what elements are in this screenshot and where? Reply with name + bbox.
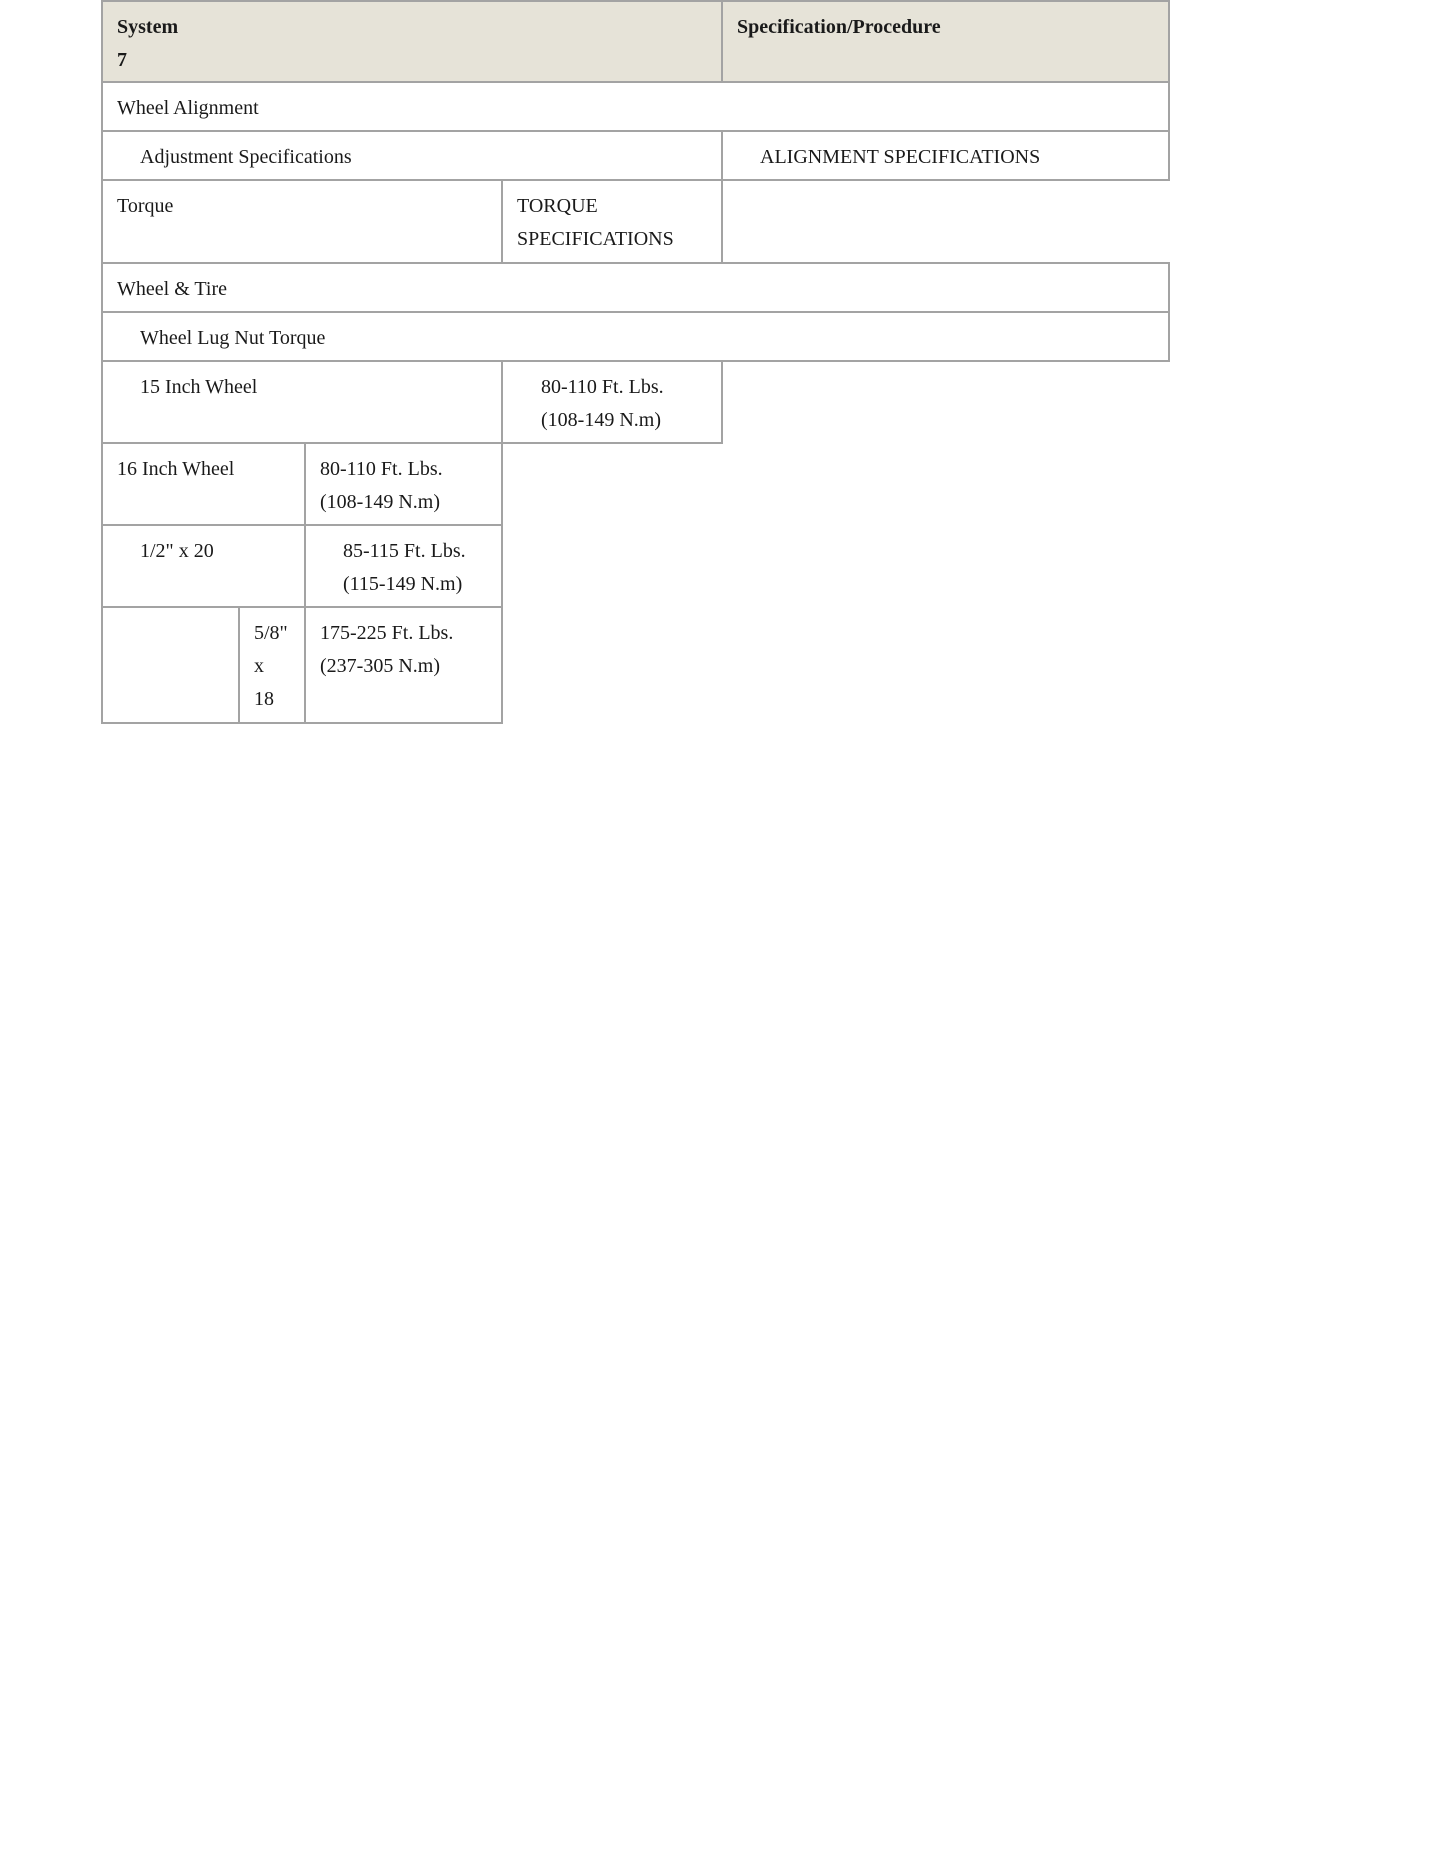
five-eighths-value-nm: (237-305 N.m) [320,655,440,677]
inch16-wheel-label: 16 Inch Wheel [117,458,235,480]
alignment-specifications-link[interactable]: ALIGNMENT SPECIFICATIONS [760,146,1041,168]
torque-specifications-link-line2[interactable]: SPECIFICATIONS [517,228,674,250]
five-eighths-value-cell [304,606,503,724]
inch15-value-nm: (108-149 N.m) [541,409,661,431]
inch16-wheel-value-cell [304,442,503,526]
inch15-value-ftlbs: 80-110 Ft. Lbs. [541,376,664,398]
torque-label: Torque [117,195,174,217]
inch16-wheel-cell [101,442,306,526]
five-eighths-label-line3: 18 [254,688,274,710]
adjustment-specifications-cell [101,130,723,181]
adjustment-specifications-label: Adjustment Specifications [140,146,352,168]
half-inch-value-ftlbs: 85-115 Ft. Lbs. [343,540,466,562]
wheel-alignment-label: Wheel Alignment [117,97,259,119]
inch15-wheel-cell [101,360,503,444]
header-spec-cell [721,0,1170,83]
spec-procedure-label: Specification/Procedure [737,16,941,38]
wheel-lug-nut-torque-label: Wheel Lug Nut Torque [140,327,326,349]
system-number: 7 [117,49,127,71]
five-eighths-value-ftlbs: 175-225 Ft. Lbs. [320,622,454,644]
torque-specifications-cell [501,179,723,264]
five-eighths-stud-cell [238,606,306,724]
wheel-and-tire-label: Wheel & Tire [117,278,227,300]
inch16-value-nm: (108-149 N.m) [320,491,440,513]
half-inch-stud-label: 1/2" x 20 [140,540,214,562]
torque-specifications-link-line1[interactable]: TORQUE [517,195,598,217]
five-eighths-label-line1: 5/8" [254,622,288,644]
wheel-lug-nut-torque-cell [101,311,1170,362]
five-eighths-spacer-cell [101,606,240,724]
five-eighths-label-line2: x [254,655,264,677]
inch15-wheel-label: 15 Inch Wheel [140,376,258,398]
wheel-and-tire-cell [101,262,1170,313]
header-system-cell [101,0,723,83]
half-inch-stud-cell [101,524,306,608]
half-inch-stud-value-cell [304,524,503,608]
inch16-value-ftlbs: 80-110 Ft. Lbs. [320,458,443,480]
wheel-alignment-cell [101,81,1170,132]
inch15-wheel-value-cell [501,360,723,444]
torque-cell [101,179,503,264]
alignment-specifications-cell [721,130,1170,181]
system-label: System [117,16,179,38]
half-inch-value-nm: (115-149 N.m) [343,573,463,595]
